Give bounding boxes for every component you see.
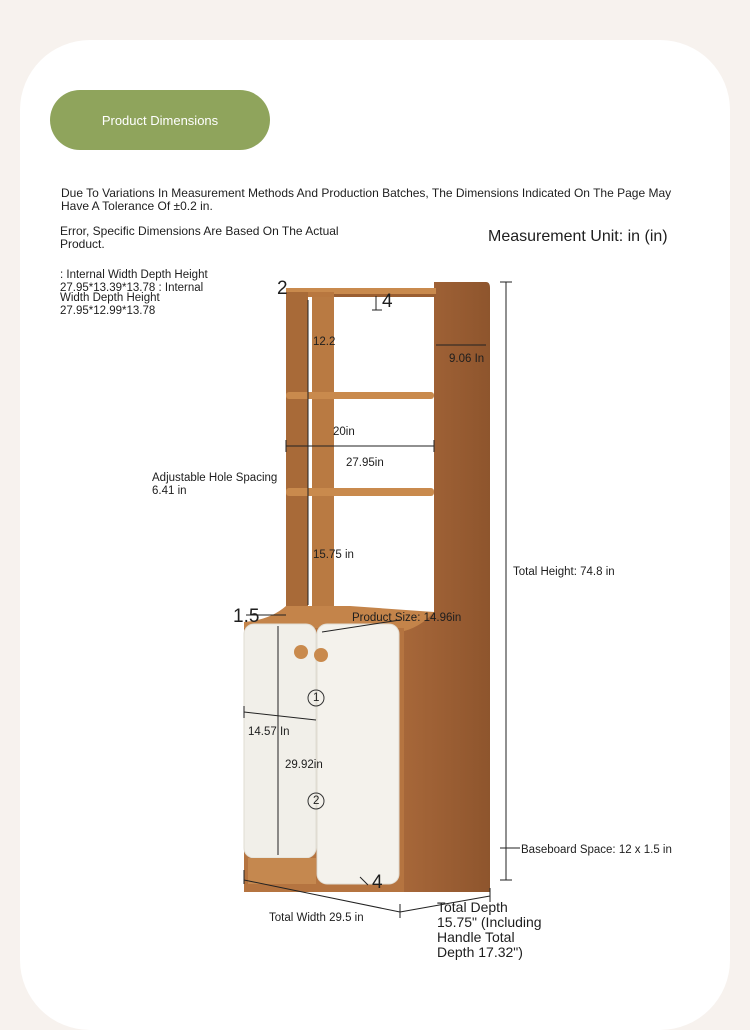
dim-shelf-height-top: 12.2 [313,336,336,348]
dim-total-depth: Total Depth 15.75" (Including Handle Total Depth 17.32") [437,899,542,960]
internal-dims-line2: 27.95*13.39*13.78 : Internal [60,282,204,294]
dim-top-thickness: 2 [277,278,288,299]
dim-door-height: 29.92in [285,759,323,771]
badge-2-label: 2 [313,795,320,807]
error-note: Error, Specific Dimensions Are Based On The Actual Product. [60,224,339,251]
right-door [317,624,399,884]
dim-hole-spacing: Adjustable Hole Spacing 6.41 in [152,472,278,497]
dim-outer-width: 27.95in [346,457,384,469]
dim-top-board: 1.5 [233,606,260,627]
dim-total-width: Total Width 29.5 in [269,912,364,924]
internal-dims-line4: 27.95*12.99*13.78 [60,305,156,317]
door-knob-right [314,648,328,662]
dim-total-height: Total Height: 74.8 in [513,566,615,578]
product-dimensions-pill: Product Dimensions [50,90,270,150]
internal-dims-line3: Width Depth Height [60,292,160,304]
badge-1-label: 1 [313,692,320,704]
dim-baseboard: Baseboard Space: 12 x 1.5 in [521,844,672,856]
dim-product-size: Product Size: 14.96in [352,612,462,624]
dim-side-depth: 9.06 In [449,353,485,365]
dim-door-width: 14.57 In [248,726,290,738]
internal-dims-line1: : Internal Width Depth Height [60,269,208,281]
left-door [244,624,316,858]
door-knob-left [294,645,308,659]
dim-mid-height: 15.75 in [313,549,354,561]
dim-shelf-gap-small: 4 [382,291,393,312]
measurement-unit: Measurement Unit: in (in) [488,228,668,245]
dim-inner-width: 20in [333,426,355,438]
tolerance-note: Due To Variations In Measurement Methods And Production Batches, The Dimensions Indicated On The Page May Have A Tolerance Of ±0.2 in. [61,186,672,213]
dim-bottom-gap: 4 [372,872,383,893]
